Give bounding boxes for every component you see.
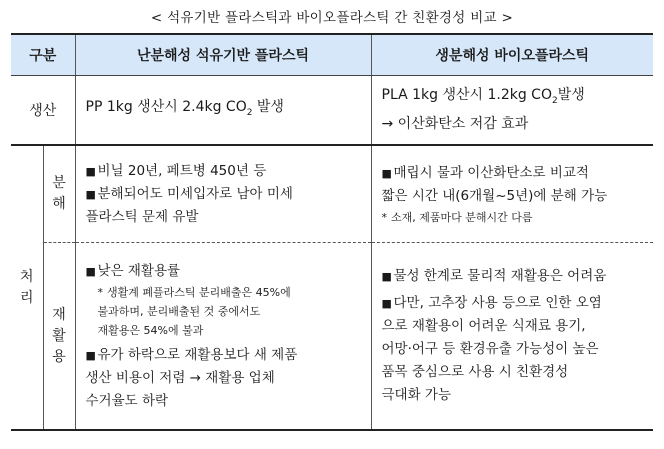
recycle-label: 재 활 용 <box>43 243 75 431</box>
recycle-col2: ■ 물성 한계로 물리적 재활용은 어려움 ■ 다만, 고추장 사용 등으로 인한 오염 으로 재활용이 어려운 식재료 용기, 어망·어구 등 환경유출 가능성이 높은 품목 중심으로 사용 시 친환경성 극대화 가능 <box>371 243 653 431</box>
recycle-col1: ■ 낮은 재활용률 * 생활계 폐플라스틱 분리배출은 45%에 불과하며, 분리배출된 것 중에서도 재활용은 54%에 불과 ■ 유가 하락으로 재활용보다 새 제품 생산 비용이 저렴 → 재활용 업체 수거율도 하락 <box>75 243 371 431</box>
header-col2: 생분해성 바이오플라스틱 <box>371 34 653 76</box>
production-label: 생산 <box>11 76 75 146</box>
page-title: < 석유기반 플라스틱과 바이오플라스틱 간 친환경성 비교 > <box>150 10 514 26</box>
decompose-col1: ■ 비닐 20년, 페트병 450년 등 ■ 분해되어도 미세입자로 남아 미세 플라스틱 문제 유발 <box>75 145 371 243</box>
header-col1: 난분해성 석유기반 플라스틱 <box>75 34 371 76</box>
header-category: 구분 <box>11 34 75 76</box>
decompose-label: 분 해 <box>43 145 75 243</box>
production-col1: PP 1kg 생산시 2.4kg $CO_2$ 발생 <box>75 76 371 146</box>
treatment-label: 처 리 <box>11 145 43 430</box>
decompose-row <box>11 145 653 243</box>
production-row <box>11 76 653 146</box>
comparison-table <box>11 33 653 431</box>
production-col2: PLA 1kg 생산시 1.2kg $CO_2$발생 → 이산화탄소 저감 효과 <box>371 76 653 146</box>
decompose-col2: ■ 매립시 물과 이산화탄소로 비교적 짧은 시간 내(6개월~5년)에 분해 가능 * 소재, 제품마다 분해시간 다름 <box>371 145 653 243</box>
recycle-row <box>11 243 653 431</box>
header-row <box>11 34 653 76</box>
